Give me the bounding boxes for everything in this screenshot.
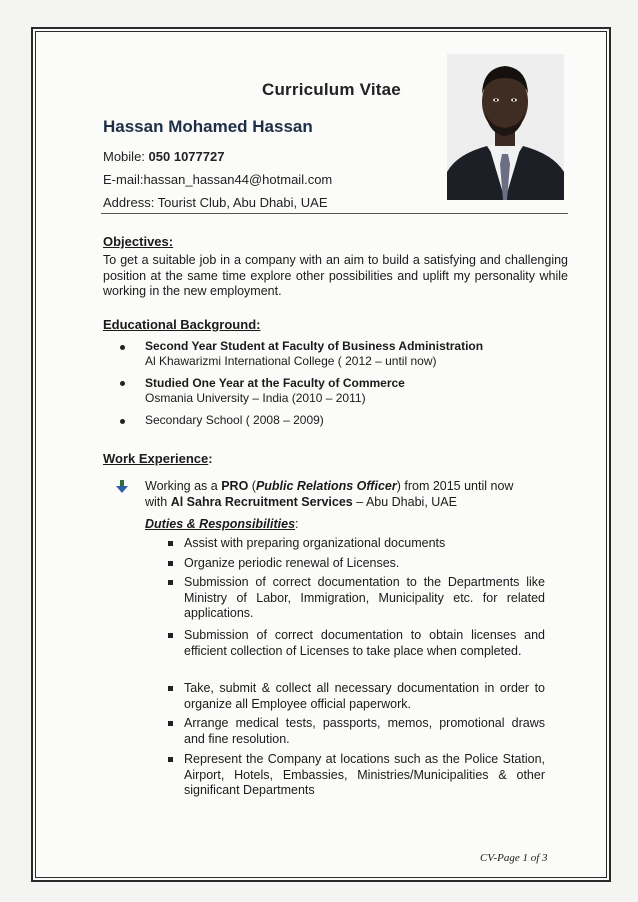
square-bullet-icon <box>168 686 173 691</box>
address-line: Address: Tourist Club, Abu Dhabi, UAE <box>103 195 328 210</box>
duty-item: Organize periodic renewal of Licenses. <box>184 556 400 570</box>
page-footer: CV-Page 1 of 3 <box>480 852 548 864</box>
education-item <box>145 339 483 369</box>
work-employer-line <box>145 494 457 510</box>
candidate-name: Hassan Mohamed Hassan <box>103 117 313 136</box>
text-fragment: – Abu Dhabi, UAE <box>352 495 457 509</box>
work-heading: Work Experience <box>103 451 209 466</box>
work-role-line <box>145 478 513 494</box>
duty-item: Represent the Company at locations such as the Police Station, Airport, Hotels, Embassies, Ministries/Municipalities & other significant Departments <box>184 752 545 797</box>
work-heading-colon: : <box>208 451 213 466</box>
bullet-icon <box>120 419 125 424</box>
duties-heading-text: Duties & Responsibilities <box>145 517 296 531</box>
square-bullet-icon <box>168 541 173 546</box>
candidate-photo <box>447 54 564 200</box>
bullet-icon <box>120 381 125 386</box>
arrow-down-icon <box>116 480 128 499</box>
role-title: Public Relations Officer <box>255 479 397 493</box>
education-item <box>145 376 405 406</box>
text-fragment: with <box>145 495 171 509</box>
duty-item: Take, submit & collect all necessary documentation in order to organize all Employee official paperwork. <box>184 681 545 711</box>
text-fragment: Working as a <box>145 479 222 493</box>
text-fragment: ) from 2015 until now <box>396 479 514 493</box>
header-divider <box>101 213 568 214</box>
square-bullet-icon <box>168 757 173 762</box>
mobile-value: 050 1077727 <box>148 149 225 164</box>
duty-item: Submission of correct documentation to obtain licenses and efficient collection of Licenses to take place when completed. <box>184 628 545 658</box>
square-bullet-icon <box>168 561 173 566</box>
duty-item: Arrange medical tests, passports, memos, promotional draws and fine resolution. <box>184 716 545 746</box>
duties-heading <box>145 517 299 531</box>
mobile-line <box>103 149 224 164</box>
education-detail: Secondary School ( 2008 – 2009) <box>145 413 324 427</box>
education-title: Studied One Year at the Faculty of Commerce <box>145 376 405 390</box>
square-bullet-icon <box>168 633 173 638</box>
education-heading: Educational Background: <box>103 317 261 332</box>
education-detail: Osmania University – India (2010 – 2011) <box>145 391 366 405</box>
duties-heading-colon: : <box>295 517 299 531</box>
mobile-label: Mobile: <box>103 149 149 164</box>
duty-item: Assist with preparing organizational documents <box>184 536 446 550</box>
education-item <box>145 413 324 428</box>
objectives-heading: Objectives: <box>103 234 174 249</box>
square-bullet-icon <box>168 580 173 585</box>
bullet-icon <box>120 345 125 350</box>
email-line: E-mail:hassan_hassan44@hotmail.com <box>103 172 333 187</box>
employer-name: Al Sahra Recruitment Services <box>170 495 353 509</box>
work-heading-line <box>103 451 213 466</box>
document-title: Curriculum Vitae <box>262 80 401 99</box>
objectives-text: To get a suitable job in a company with an aim to build a satisfying and challenging position at the same time explore other possibilities and uplift my personality while working in the new employment. <box>103 253 568 298</box>
duty-item: Submission of correct documentation to the Departments like Ministry of Labor, Immigration, Municipality etc. for related applications. <box>184 575 545 620</box>
square-bullet-icon <box>168 721 173 726</box>
education-title: Second Year Student at Faculty of Business Administration <box>145 339 484 353</box>
education-detail: Al Khawarizmi International College ( 2012 – until now) <box>145 354 437 368</box>
text-fragment: ( <box>248 479 256 493</box>
role-acronym: PRO <box>221 479 249 493</box>
